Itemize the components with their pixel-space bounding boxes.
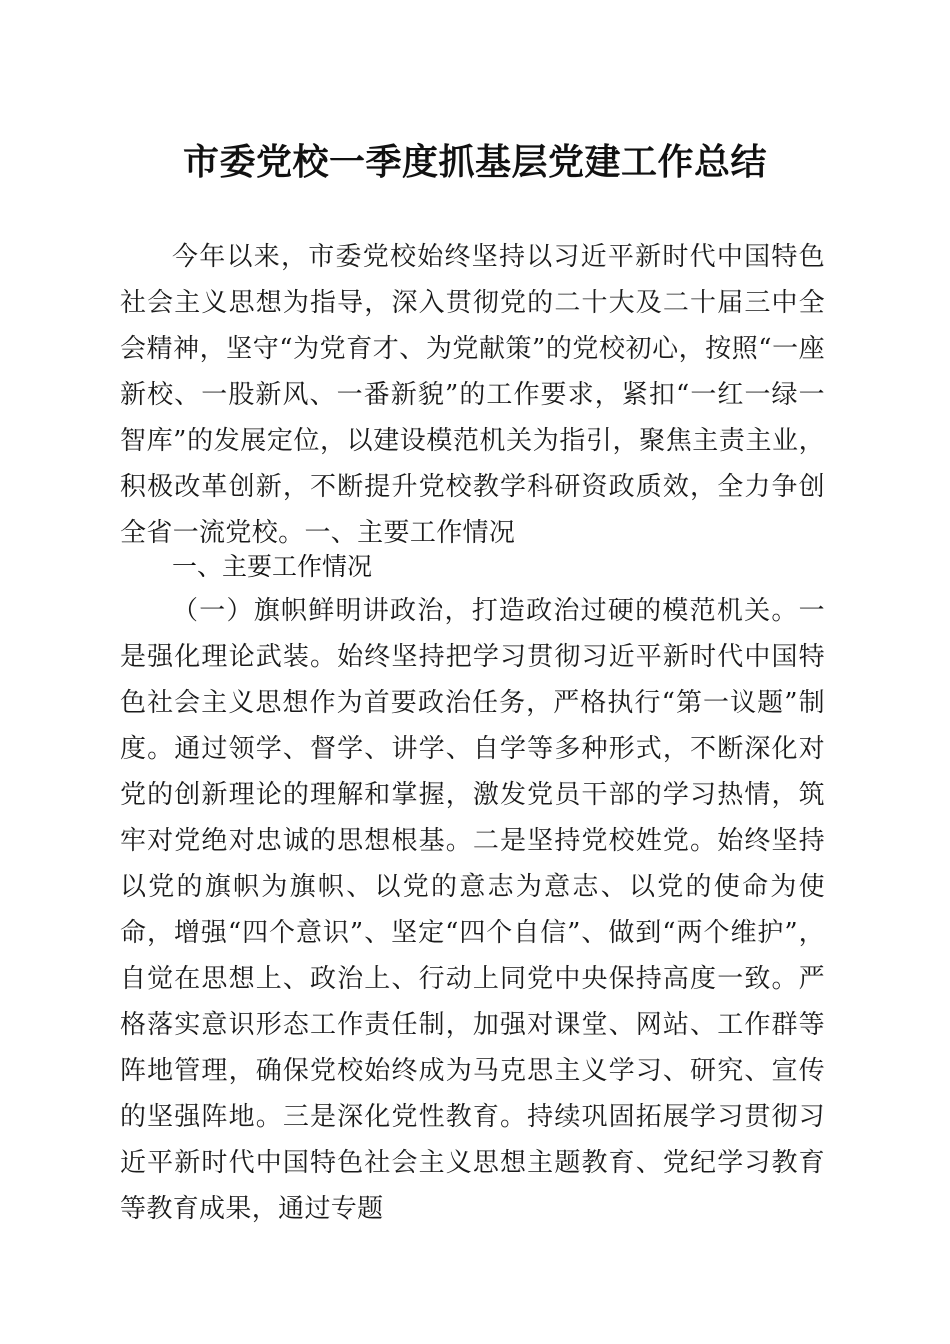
intro-paragraph: 今年以来，市委党校始终坚持以习近平新时代中国特色社会主义思想为指导，深入贯彻党的二十大及二十届三中全会精神，坚守“为党育才、为党献策”的党校初心，按照“一座新校、一股新风、一番新貌”的工作要求，紧扣“一红一绿一智库”的发展定位，以建设模范机关为指引，聚焦主责主业，积极改革创新，不断提升党校教学科研资政质效，全力争创全省一流党校。一、主要工作情况: [120, 242, 825, 548]
subsection-paragraph: [120, 588, 825, 1232]
section-heading: 一、主要工作情况: [172, 552, 373, 581]
document-title: 市委党校一季度抓基层党建工作总结: [182, 141, 767, 183]
subsection-heading: （一）旗帜鲜明讲政治，打造政治过硬的模范机关。: [172, 596, 799, 626]
subsection-text: 一是强化理论武装。始终坚持把学习贯彻习近平新时代中国特色社会主义思想作为首要政治任务，严格执行“第一议题”制度。通过领学、督学、讲学、自学等多种形式，不断深化对党的创新理论的理解和掌握，激发党员干部的学习热情，筑牢对党绝对忠诚的思想根基。二是坚持党校姓党。始终坚持以党的旗帜为旗帜、以党的意志为意志、以党的使命为使命，增强“四个意识”、坚定“四个自信”、做到“两个维护”，自觉在思想上、政治上、行动上同党中央保持高度一致。严格落实意识形态工作责任制，加强对课堂、网站、工作群等阵地管理，确保党校始终成为马克思主义学习、研究、宣传的坚强阵地。三是深化党性教育。持续巩固拓展学习贯彻习近平新时代中国特色社会主义思想主题教育、党纪学习教育等教育成果，通过专题: [120, 596, 825, 1224]
